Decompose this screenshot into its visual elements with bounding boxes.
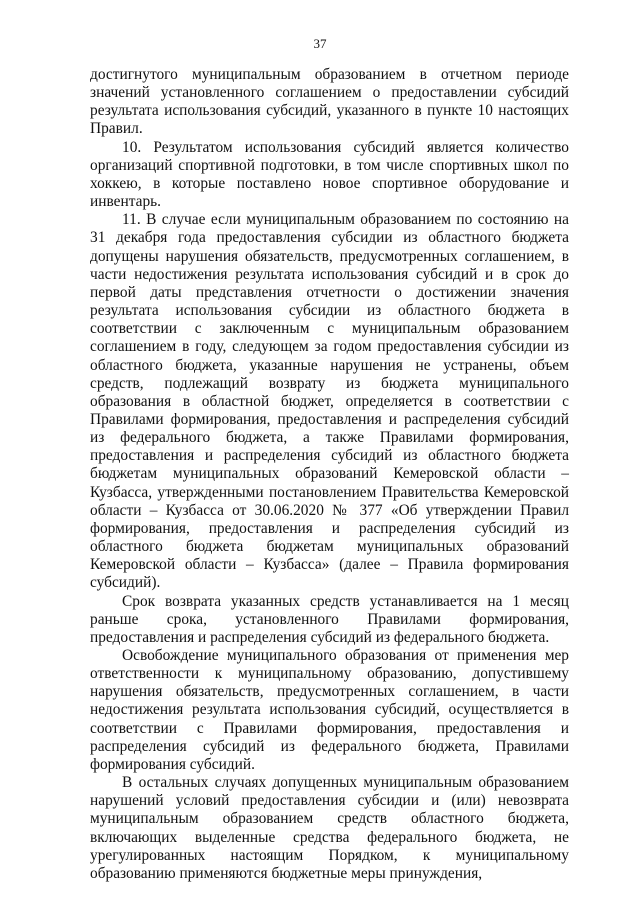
paragraph-liability-exemption: Освобождение муниципального образования от применения мер ответственности к муниципальному образованию, допустившему нарушения обязательств, предусмотренных соглашением, в части недостижения результата использования субсидий, осуществляется в соответствии с Правилами формирования, предоставления и распределения субсидий из федерального бюджета, Правилами формирования субсидий. <box>90 647 569 773</box>
page-number: 37 <box>313 36 327 51</box>
document-body <box>90 66 569 883</box>
paragraph-other-cases: В остальных случаях допущенных муниципальным образованием нарушений условий предоставления субсидии и (или) невозврата муниципальным образованием средств областного бюджета, включающих выделенные средства федерального бюджета, не урегулированных настоящим Порядком, к муниципальному образованию применяются бюджетные меры принуждения, <box>90 774 569 882</box>
paragraph-refund-deadline: Срок возврата указанных средств устанавливается на 1 месяц раньше срока, установленного Правилами формирования, предоставления и распределения субсидий из федерального бюджета. <box>90 592 569 646</box>
paragraph-item-10: 10. Результатом использования субсидий является количество организаций спортивной подготовки, в том числе спортивных школ по хоккею, в которые поставлено новое спортивное оборудование и инвентарь. <box>90 138 569 211</box>
paragraph-continuation: достигнутого муниципальным образованием в отчетном периоде значений установленного соглашением о предоставлении субсидий результата использования субсидий, указанного в пункте 10 настоящих Правил. <box>90 66 569 138</box>
paragraph-item-11: 11. В случае если муниципальным образованием по состоянию на 31 декабря года предоставления субсидии из областного бюджета допущены нарушения обязательств, предусмотренных соглашением, в части недостижения результата использования субсидий и в срок до первой даты представления отчетности о достижении значения результата использования субсидии из областного бюджета в соответствии с заключенным с муниципальным образованием соглашением в году, следующем за годом предоставления субсидии из областного бюджета, указанные нарушения не устранены, объем средств, подлежащий возврату из бюджета муниципального образования в областной бюджет, определяется в соответствии с Правилами формирования, предоставления и распределения субсидий из федерального бюджета, а также Правилами формирования, предоставления и распределения субсидий из областного бюджета бюджетам муниципальных образований Кемеровской области – Кузбасса, утвержденными постановлением Правительства Кемеровской области – Кузбасса от 30.06.2020 № 377 «Об утверждении Правил формирования, предоставления и распределения субсидий из областного бюджета бюджетам муниципальных образований Кемеровской области – Кузбасса» (далее – Правила формирования субсидий). <box>90 211 569 592</box>
